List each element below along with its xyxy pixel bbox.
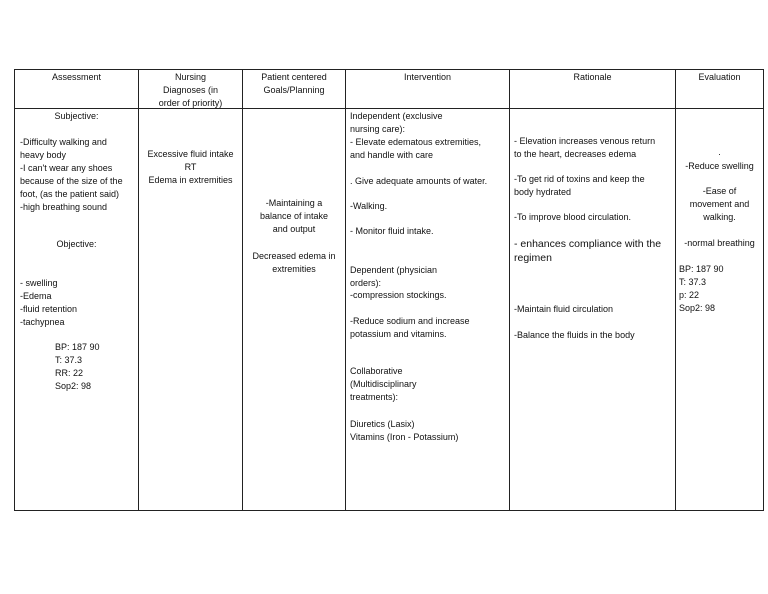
objective-title: Objective:: [56, 239, 97, 249]
goal-decreased-edema: Decreased edema in extremities: [252, 251, 336, 274]
evaluation-dot: .: [718, 147, 721, 157]
subjective-title: Subjective:: [54, 111, 99, 121]
column-divider-3: [345, 69, 346, 511]
rationale-circulation: -To improve blood circulation.: [514, 212, 632, 222]
table-border-left: [14, 69, 15, 511]
rationale-fluid-balance: -Balance the fluids in the body: [514, 330, 635, 340]
intervention-compression-stockings: -compression stockings.: [350, 290, 447, 300]
intervention-monitor-intake: - Monitor fluid intake.: [350, 226, 434, 236]
header-divider: [14, 108, 764, 109]
goal-intake-output: -Maintaining a balance of intake and output: [259, 198, 329, 234]
header-rationale: Rationale: [573, 72, 612, 82]
header-goals-planning: Patient centered Goals/Planning: [261, 72, 327, 95]
subjective-findings: -Difficulty walking and heavy body -I can't wear any shoes because of the size of the foot, (as the patient said) -high breathing sound: [20, 137, 123, 212]
intervention-walking: -Walking.: [350, 201, 388, 211]
evaluation-ease-of-movement: -Ease of movement and walking.: [689, 186, 750, 222]
rationale-compliance: - enhances compliance with the regimen: [514, 238, 662, 264]
table-border-top: [14, 69, 764, 70]
objective-findings: - swelling -Edema -fluid retention -tachypnea: [20, 278, 78, 327]
table-border-bottom: [14, 510, 764, 511]
rationale-elevation: - Elevation increases venous return to the heart, decreases edema: [514, 136, 656, 159]
table-border-right: [763, 69, 764, 511]
rationale-fluid-circulation: -Maintain fluid circulation: [514, 304, 614, 314]
assessment-vital-signs: BP: 187 90 T: 37.3 RR: 22 Sop2: 98: [55, 342, 100, 391]
column-divider-2: [242, 69, 243, 511]
header-intervention: Intervention: [403, 72, 452, 82]
nursing-diagnosis: Excessive fluid intake RT Edema in extremities: [147, 149, 234, 185]
evaluation-reduce-swelling: -Reduce swelling: [685, 161, 754, 171]
independent-interventions-title: Independent (exclusive nursing care):: [350, 111, 443, 134]
header-nursing-diagnoses: Nursing Diagnoses (in order of priority): [158, 72, 223, 108]
collaborative-interventions-title: Collaborative (Multidisciplinary treatments):: [350, 366, 417, 402]
intervention-medications: Diuretics (Lasix) Vitamins (Iron - Potassium): [350, 419, 459, 442]
header-assessment: Assessment: [51, 72, 102, 82]
column-divider-1: [138, 69, 139, 511]
rationale-hydration: -To get rid of toxins and keep the body hydrated: [514, 174, 645, 197]
dependent-interventions-title: Dependent (physician orders):: [350, 265, 438, 288]
intervention-elevate-extremities: - Elevate edematous extremities, and handle with care: [350, 137, 482, 160]
intervention-reduce-sodium: -Reduce sodium and increase potassium and vitamins.: [350, 316, 470, 339]
intervention-give-water: . Give adequate amounts of water.: [350, 176, 488, 186]
evaluation-normal-breathing: -normal breathing: [684, 238, 755, 248]
column-divider-5: [675, 69, 676, 511]
column-divider-4: [509, 69, 510, 511]
evaluation-vital-signs: BP: 187 90 T: 37.3 p: 22 Sop2: 98: [679, 264, 724, 313]
header-evaluation: Evaluation: [698, 72, 741, 82]
